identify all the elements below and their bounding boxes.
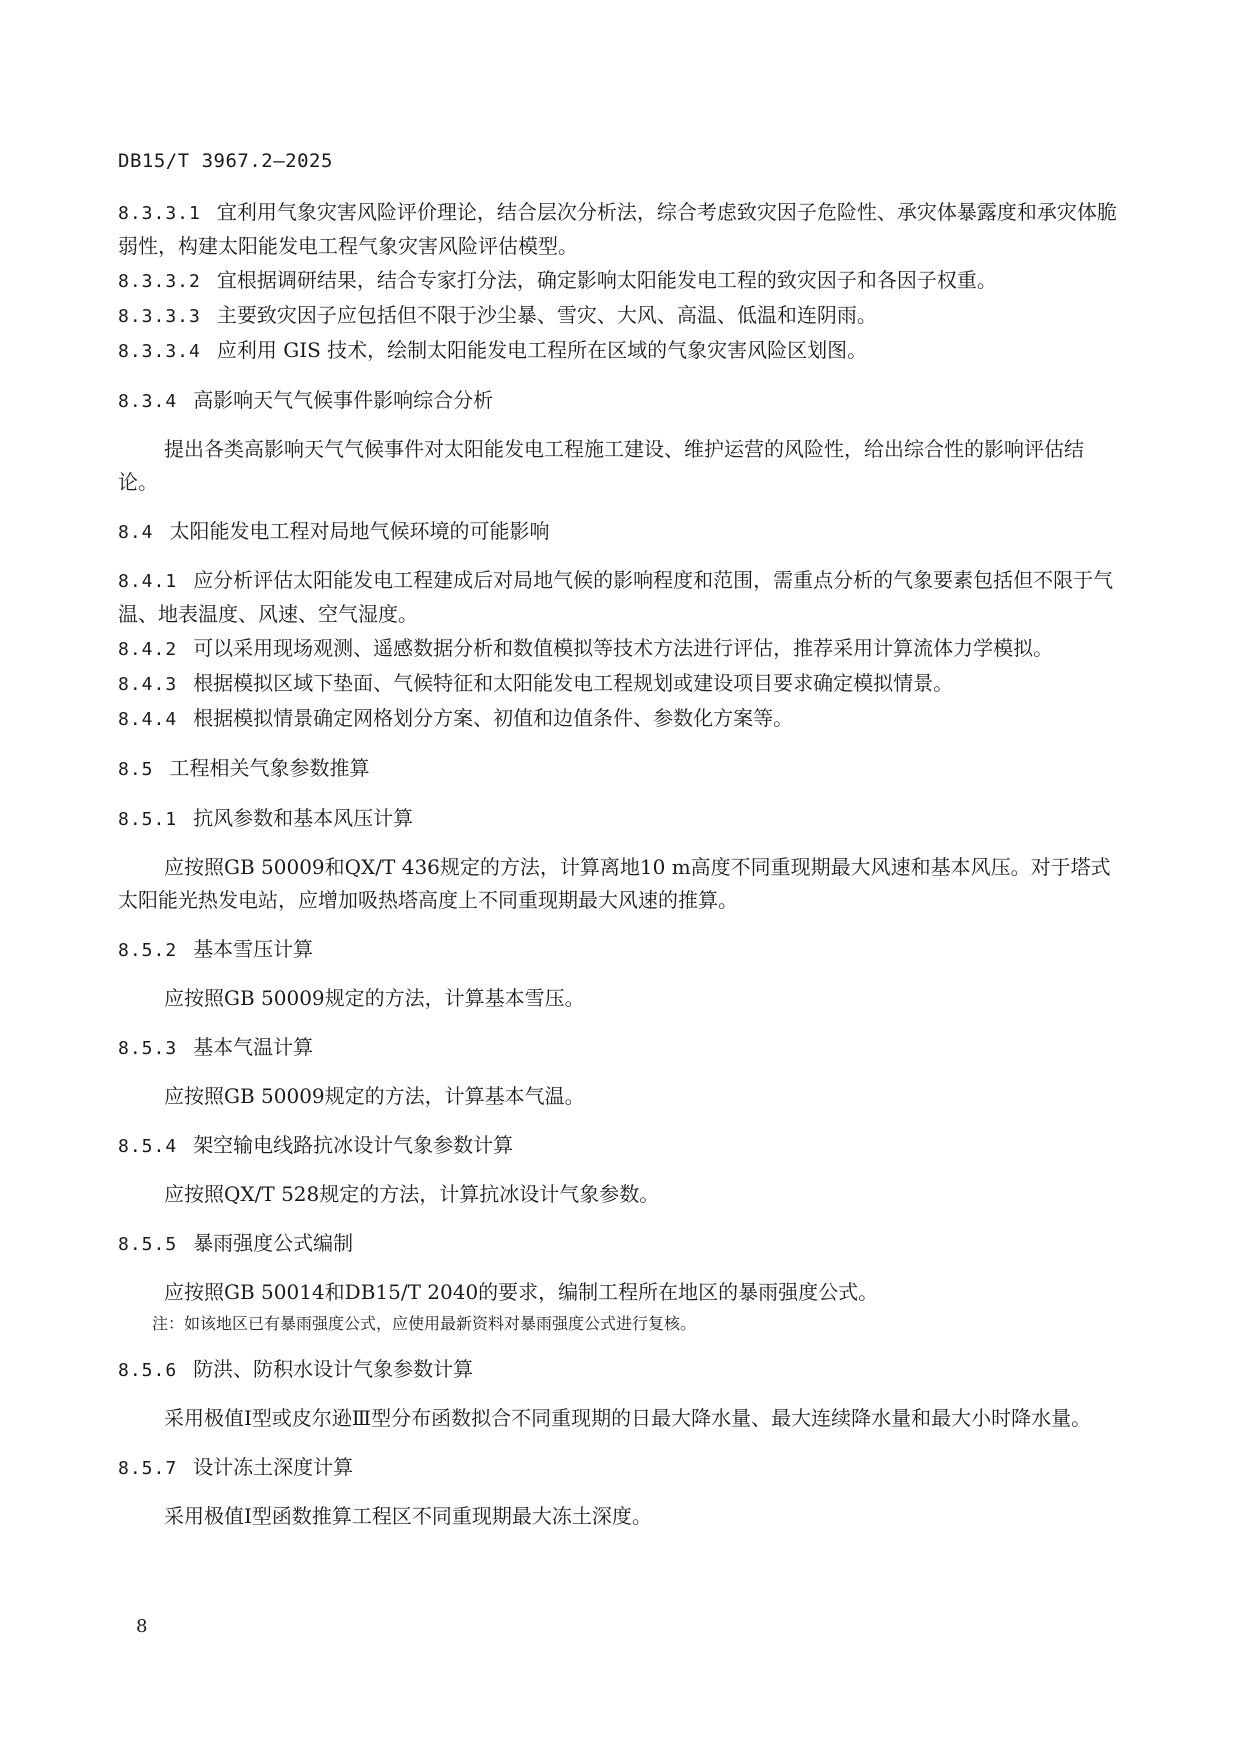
clause-text: 宜利用气象灾害风险评价理论，结合层次分析法，综合考虑致灾因子危险性、承灾体暴露度和承灾体脆弱性，构建太阳能发电工程气象灾害风险评估模型。: [118, 200, 1117, 258]
body-paragraph: 应按照GB 50009和QX/T 436规定的方法，计算离地10 m高度不同重现期最大风速和基本风压。对于塔式太阳能光热发电站，应增加吸热塔高度上不同重现期最大风速的推算。: [118, 855, 1111, 912]
clause-number: 8.3.3.2: [118, 271, 201, 292]
document-id: DB15/T 3967.2—2025: [118, 150, 333, 172]
clause-text: 应分析评估太阳能发电工程建成后对局地气候的影响程度和范围，需重点分析的气象要素包括但不限于气温、地表温度、风速、空气湿度。: [118, 568, 1114, 626]
clause-text: 可以采用现场观测、遥感数据分析和数值模拟等技术方法进行评估，推荐采用计算流体力学模拟。: [193, 636, 1054, 660]
heading-8-3-4: [118, 384, 1123, 418]
body-paragraph: 应按照QX/T 528规定的方法，计算抗冰设计气象参数。: [164, 1182, 660, 1206]
clause-number: 8.4.3: [118, 674, 178, 695]
heading-text: 基本气温计算: [193, 1035, 314, 1059]
clause-text: 主要致灾因子应包括但不限于沙尘暴、雪灾、大风、高温、低温和连阴雨。: [216, 303, 877, 327]
heading-number: 8.5.4: [118, 1136, 178, 1157]
body-paragraph: 应按照GB 50009规定的方法，计算基本雪压。: [164, 986, 585, 1010]
clause-8-3-3-4: [118, 334, 1123, 368]
clause-8-4-3: [118, 667, 1123, 701]
heading-8-5-1: [118, 802, 1123, 836]
clause-number: 8.4.4: [118, 709, 178, 730]
note: 注：如该地区已有暴雨强度公式，应使用最新资料对暴雨强度公式进行复核。: [152, 1314, 697, 1333]
clause-8-3-3-1: [118, 196, 1123, 263]
heading-number: 8.5.3: [118, 1038, 178, 1059]
heading-text: 太阳能发电工程对局地气候环境的可能影响: [169, 519, 550, 543]
heading-number: 8.5: [118, 759, 154, 780]
heading-8-5-4: [118, 1129, 1123, 1163]
clause-8-3-3-3: [118, 299, 1123, 333]
page-number: 8: [136, 1616, 148, 1637]
heading-8-5-3: [118, 1031, 1123, 1065]
heading-number: 8.5.1: [118, 809, 178, 830]
body-paragraph: 提出各类高影响天气气候事件对太阳能发电工程施工建设、维护运营的风险性，给出综合性的影响评估结论。: [118, 437, 1084, 494]
document-body: [118, 196, 1123, 1533]
clause-8-4-2: [118, 632, 1123, 666]
heading-number: 8.3.4: [118, 391, 178, 412]
clause-text: 应利用 GIS 技术，绘制太阳能发电工程所在区域的气象灾害风险区划图。: [216, 338, 868, 362]
heading-number: 8.5.5: [118, 1234, 178, 1255]
clause-number: 8.4.2: [118, 639, 178, 660]
heading-text: 架空输电线路抗冰设计气象参数计算: [193, 1133, 514, 1157]
heading-text: 设计冻土深度计算: [193, 1455, 354, 1479]
heading-text: 高影响天气气候事件影响综合分析: [193, 388, 494, 412]
heading-number: 8.4: [118, 522, 154, 543]
heading-8-5: [118, 752, 1123, 786]
body-paragraph: 采用极值I型或皮尔逊Ⅲ型分布函数拟合不同重现期的日最大降水量、最大连续降水量和最大小时降水量。: [164, 1406, 1092, 1430]
heading-text: 工程相关气象参数推算: [169, 756, 370, 780]
heading-text: 抗风参数和基本风压计算: [193, 806, 414, 830]
heading-8-5-6: [118, 1353, 1123, 1387]
body-paragraph: 采用极值I型函数推算工程区不同重现期最大冻土深度。: [164, 1504, 652, 1528]
clause-number: 8.4.1: [118, 571, 178, 592]
clause-number: 8.3.3.1: [118, 203, 201, 224]
clause-text: 宜根据调研结果，结合专家打分法，确定影响太阳能发电工程的致灾因子和各因子权重。: [216, 268, 997, 292]
heading-text: 防洪、防积水设计气象参数计算: [193, 1357, 474, 1381]
heading-8-4: [118, 515, 1123, 549]
heading-number: 8.5.2: [118, 940, 178, 961]
heading-8-5-7: [118, 1451, 1123, 1485]
clause-text: 根据模拟区域下垫面、气候特征和太阳能发电工程规划或建设项目要求确定模拟情景。: [193, 671, 954, 695]
heading-text: 暴雨强度公式编制: [193, 1231, 354, 1255]
heading-number: 8.5.6: [118, 1360, 178, 1381]
body-paragraph: 应按照GB 50014和DB15/T 2040的要求，编制工程所在地区的暴雨强度公式。: [164, 1280, 879, 1304]
clause-text: 根据模拟情景确定网格划分方案、初值和边值条件、参数化方案等。: [193, 706, 794, 730]
clause-number: 8.3.3.3: [118, 306, 201, 327]
clause-8-4-4: [118, 702, 1123, 736]
heading-8-5-2: [118, 933, 1123, 967]
heading-number: 8.5.7: [118, 1458, 178, 1479]
clause-8-3-3-2: [118, 264, 1123, 298]
clause-8-4-1: [118, 564, 1123, 631]
clause-number: 8.3.3.4: [118, 341, 201, 362]
heading-text: 基本雪压计算: [193, 937, 314, 961]
heading-8-5-5: [118, 1227, 1123, 1261]
body-paragraph: 应按照GB 50009规定的方法，计算基本气温。: [164, 1084, 585, 1108]
